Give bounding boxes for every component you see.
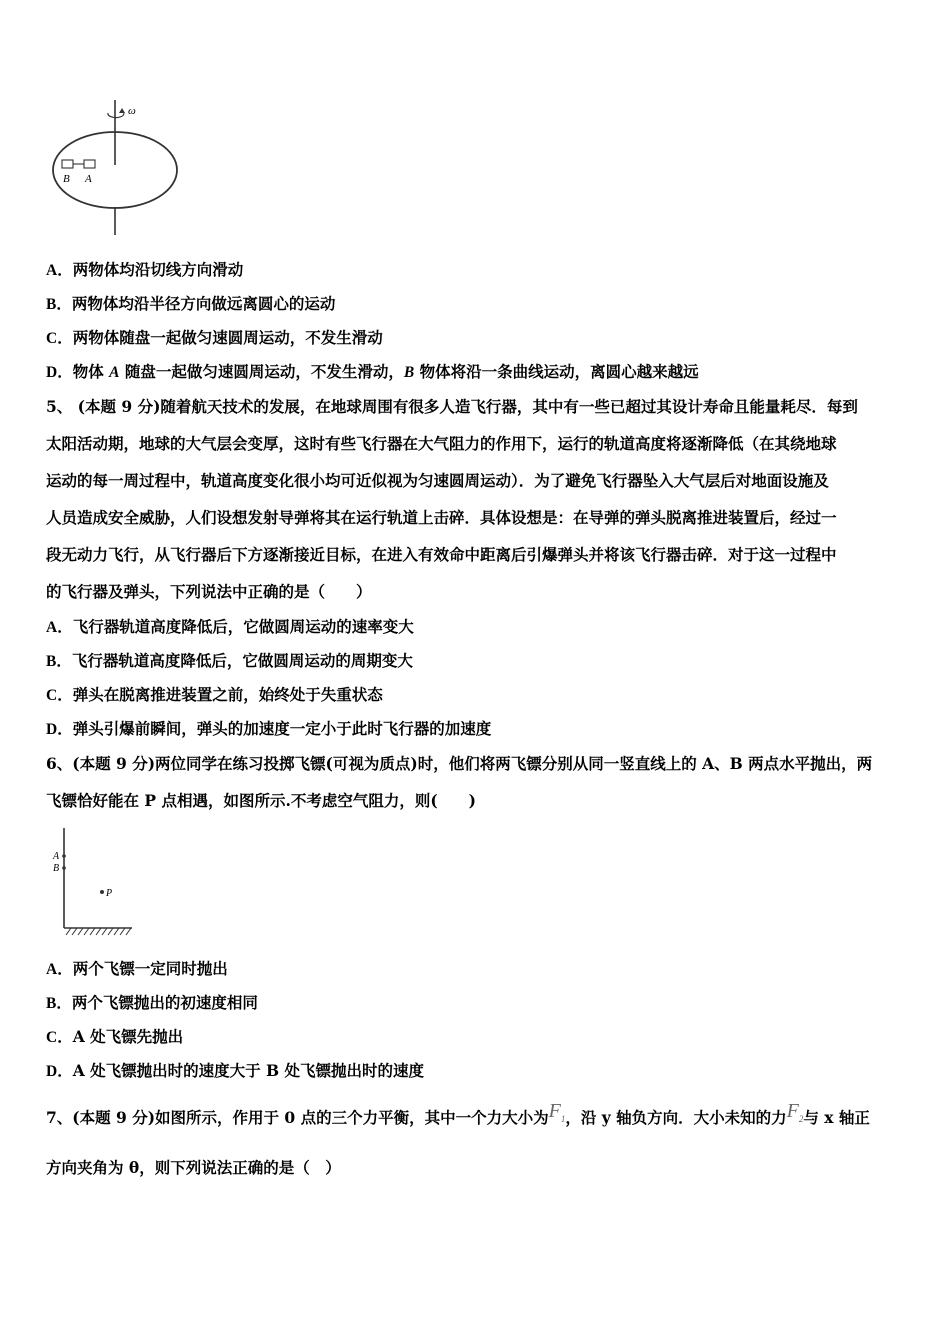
block-b-label: B bbox=[63, 173, 70, 185]
point-b-label: B bbox=[53, 863, 60, 874]
point-a-label: A bbox=[53, 851, 60, 862]
darts-figure bbox=[46, 825, 141, 940]
q6-option-c: C．A 处飞镖先抛出 bbox=[46, 1027, 184, 1046]
q7-stem-line: 方向夹角为 θ，则下列说法正确的是（ ） bbox=[46, 1158, 341, 1177]
q5-option-c: C．弹头在脱离推进装置之前，始终处于失重状态 bbox=[46, 685, 383, 704]
q5-stem-line: 运动的每一周过程中，轨道高度变化很小均可近似视为匀速圆周运动）．为了避免飞行器坠入大气层后对地面设施及 bbox=[46, 471, 829, 490]
q4-option-a: A．两物体均沿切线方向滑动 bbox=[46, 260, 244, 279]
q5-option-a: A．飞行器轨道高度降低后，它做圆周运动的速率变大 bbox=[46, 617, 414, 636]
q5-option-b: B．飞行器轨道高度降低后，它做圆周运动的周期变大 bbox=[46, 651, 413, 670]
q5-stem-line: 段无动力飞行，从飞行器后下方逐渐接近目标，在进入有效命中距离后引爆弹头并将该飞行器击碎．对于这一过程中 bbox=[46, 545, 837, 564]
q5-stem-line: 5、 (本题 9 分)随着航天技术的发展，在地球周围有很多人造飞行器，其中有一些已超过其设计寿命且能量耗尽．每到 bbox=[46, 397, 858, 416]
q6-option-d: D．A 处飞镖抛出时的速度大于 B 处飞镖抛出时的速度 bbox=[46, 1061, 425, 1080]
q4-option-b: B．两物体均沿半径方向做远离圆心的运动 bbox=[46, 294, 336, 313]
q5-stem-line: 人员造成安全威胁，人们设想发射导弹将其在运行轨道上击碎．具体设想是：在导弹的弹头脱离推进装置后，经过一 bbox=[46, 508, 837, 527]
q4-option-d: D．物体 A 随盘一起做匀速圆周运动，不发生滑动，B 物体将沿一条曲线运动，离圆心越来越远 bbox=[46, 362, 699, 381]
q6-option-b: B．两个飞镖抛出的初速度相同 bbox=[46, 993, 258, 1012]
q5-option-d: D．弹头引爆前瞬间，弹头的加速度一定小于此时飞行器的加速度 bbox=[46, 719, 492, 738]
f1-symbol: $F_1$ bbox=[548, 1100, 566, 1124]
point-p-label: P bbox=[106, 888, 113, 899]
omega-label: ω bbox=[128, 105, 136, 117]
q6-stem-line: 飞镖恰好能在 P 点相遇，如图所示.不考虑空气阻力，则( ) bbox=[46, 791, 477, 810]
rotating-disk-figure bbox=[40, 95, 190, 240]
q5-stem-line: 的飞行器及弹头，下列说法中正确的是（ ） bbox=[46, 582, 372, 601]
q5-stem-line: 太阳活动期，地球的大气层会变厚，这时有些飞行器在大气阻力的作用下，运行的轨道高度将逐渐降低（在其绕地球 bbox=[46, 434, 837, 453]
f2-symbol: $F_2$ bbox=[786, 1100, 804, 1124]
q7-stem-line: 7、(本题 9 分)如图所示，作用于 0 点的三个力平衡，其中一个力大小为$F_1$，沿 y 轴负方向．大小未知的力$F_2$与 x 轴正 bbox=[46, 1100, 870, 1127]
block-a-label: A bbox=[85, 173, 92, 185]
q4-option-c: C．两物体随盘一起做匀速圆周运动，不发生滑动 bbox=[46, 328, 383, 347]
q6-stem-line: 6、(本题 9 分)两位同学在练习投掷飞镖(可视为质点)时，他们将两飞镖分别从同一竖直线上的 A、B 两点水平抛出，两 bbox=[46, 754, 873, 773]
q6-option-a: A．两个飞镖一定同时抛出 bbox=[46, 959, 228, 978]
